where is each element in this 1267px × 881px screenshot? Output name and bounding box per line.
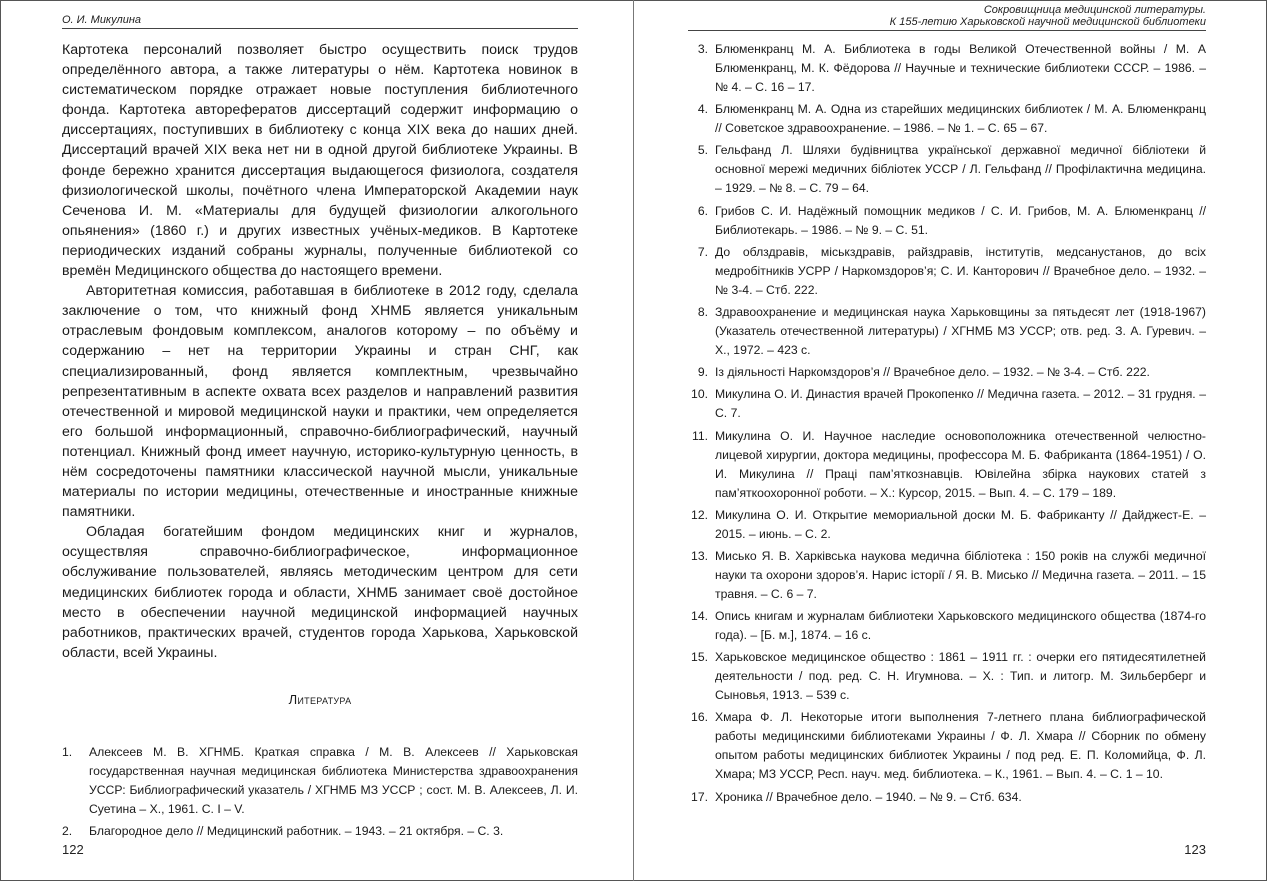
page-number-right: 123 xyxy=(1184,842,1206,857)
reference-text: Хроника // Врачебное дело. – 1940. – № 9. – Стб. 634. xyxy=(715,789,1022,804)
reference-item xyxy=(62,822,578,841)
reference-item xyxy=(62,743,578,819)
reference-number: 4. xyxy=(697,102,708,117)
reference-item xyxy=(688,385,1206,423)
reference-number: 9. xyxy=(697,365,708,380)
paragraph: Обладая богатейшим фондом медицинских книг и журналов, осуществляя справочно-библиографическое, информационное обслуживание пользователей, являясь методическим центром для сети медицинских библиотек города и области, ХНМБ занимает своё достойное место в обеспечении научной медицинской информацией научных работников, практических врачей, студентов города Харькова, Харьковской области, всей Украины. xyxy=(62,524,578,661)
reference-text: Алексеев М. В. ХГНМБ. Краткая справка / М. В. Алексеев // Харьковская государственная научная медицинская библиотека Министерства здравоохранения УССР: Библиографический указатель / ХГНМБ МЗ УССР ; сост. М. В. Алексеев, Л. И. Суетина – Х., 1961. С. I – V. xyxy=(89,745,578,816)
reference-text: Хмара Ф. Л. Некоторые итоги выполнения 7-летнего плана библиографической работы медицинскими библиотеками Украины / Ф. Л. Хмара // Сборник по обмену опытом работы медицинских библиотек Украины / под ред. Е. П. Коломийца, Ф. Л. Хмара; МЗ УССР, Респ. науч. мед. библиотека. – К., 1961. – Вып. 4. – С. 1 – 10. xyxy=(715,710,1206,782)
reference-item xyxy=(688,547,1206,604)
reference-text: Гельфанд Л. Шляхи будівництва української державної медичної бібліотеки й основної мережі медичних бібліотек УССР / Л. Гельфанд // Профілактична медицина. – 1929. – № 8. – С. 79 – 64. xyxy=(715,143,1206,196)
reference-text: Благородное дело // Медицинский работник. – 1943. – 21 октября. – С. 3. xyxy=(89,824,504,839)
reference-item xyxy=(688,708,1206,784)
reference-item xyxy=(688,648,1206,705)
running-head-line: К 155-летию Харьковской научной медицинской библиотеки xyxy=(889,16,1206,28)
reference-number: 2. xyxy=(62,824,73,839)
reference-item xyxy=(688,607,1206,645)
reference-item xyxy=(688,100,1206,138)
reference-text: Опись книгам и журналам библиотеки Харьковского медицинского общества (1874-го года). – [Б. м.], 1874. – 16 с. xyxy=(715,609,1206,643)
paragraph: Картотека персоналий позволяет быстро осуществить поиск трудов определённого автора, а также литературы о нём. Картотека новинок в систематическом порядке отражает новые поступления библиотечного фонда. Картотека авторефератов диссертаций содержит информацию о диссертациях, поступивших в библиотеку с конца XIX века до наших дней. Диссертаций врачей XIX века нет ни в одной другой библиотеке Украины. В фонде бережно хранится диссертация выдающегося физиолога, создателя физиологической школы, почётного члена Императорской Академии наук Сеченова И. М. «Материалы для будущей физиологии алкогольного опьянения» (1860 г.) и других известных учёных-медиков. В Картотеке периодических изданий собраны журналы, полученные библиотекой со времён Медицинского общества до настоящего времени. xyxy=(62,42,578,280)
reference-text: Блюменкранц М. А. Библиотека в годы Великой Отечественной войны / М. А Блюменкранц, М. К. Фёдорова // Научные и технические библиотеки СССР. – 1986. – № 4. – С. 16 – 17. xyxy=(715,42,1206,94)
reference-item xyxy=(688,202,1206,240)
reference-item xyxy=(688,427,1206,503)
right-page xyxy=(688,0,1206,881)
reference-item xyxy=(688,303,1206,360)
reference-text: Мисько Я. В. Харківська наукова медична бібліотека : 150 років на службі медичної науки та охорони здоров’я. Нарис історії / Я. В. Мисько // Медична газета. – 2011. – 15 травня. – С. 6 – 7. xyxy=(715,548,1206,601)
reference-number: 11. xyxy=(691,428,708,443)
reference-number: 16. xyxy=(691,710,708,725)
left-page xyxy=(62,0,578,881)
reference-text: Грибов С. И. Надёжный помощник медиков / С. И. Грибов, М. А. Блюменкранц // Библиотекарь. – 1986. – № 9. – С. 51. xyxy=(715,203,1206,237)
reference-number: 8. xyxy=(697,304,708,319)
reference-item xyxy=(688,506,1206,544)
reference-item xyxy=(688,788,1206,807)
book-spine xyxy=(633,0,634,881)
reference-text: Здравоохранение и медицинская наука Харьковщины за пятьдесят лет (1918-1967) (Указатель отечественной литературы) / ХГНМБ МЗ УССР; отв. ред. З. А. Гуревич. – Х., 1972. – 423 с. xyxy=(715,304,1206,357)
reference-text: Микулина О. И. Научное наследие основоположника отечественной челюстно-лицевой хирургии, доктора медицины, профессора М. Б. Фабриканта (1864-1951) / О. И. Микулина // Праці пам’яткознавців. Ювілейна збірка наукових статей з пам’яткоохоронної роботи. – Х.: Курсор, 2015. – Вып. 4. – С. 179 – 189. xyxy=(715,428,1206,500)
page-number-left: 122 xyxy=(62,842,84,857)
reference-item xyxy=(688,243,1206,300)
reference-number: 12. xyxy=(691,507,708,522)
reference-number: 5. xyxy=(697,143,708,158)
paragraph: Авторитетная комиссия, работавшая в библиотеке в 2012 году, сделала заключение о том, что книжный фонд ХНМБ является уникальным отраслевым фондовым комплексом, аналогов которому – по объёму и содержанию – нет на территории Украины и стран СНГ, как специализированный, фонд является комплектным, чрезвычайно репрезентативным в аспекте охвата всех разделов и направлений развития отечественной и мировой медицинской науки и практики, чем определяется его большой информационный, справочно-библиографический, научный потенциал. Книжный фонд имеет научную, историко-культурную ценность, в нём сосредоточены памятники классической научной мысли, уникальные материалы по истории медицины, отечественные и иностранные книжные памятники. xyxy=(62,283,578,521)
reference-number: 15. xyxy=(691,650,708,665)
reference-item xyxy=(688,40,1206,97)
reference-text: Із діяльності Наркомздоров’я // Врачебное дело. – 1932. – № 3-4. – Стб. 222. xyxy=(715,365,1150,380)
right-running-head xyxy=(688,4,1206,31)
reference-number: 10. xyxy=(691,387,708,402)
reference-number: 3. xyxy=(697,42,708,56)
reference-number: 1. xyxy=(62,745,73,759)
reference-number: 7. xyxy=(697,244,708,259)
reference-number: 17. xyxy=(691,789,708,804)
left-body-text xyxy=(62,40,578,663)
reference-item xyxy=(688,141,1206,198)
reference-text: До облздравів, міськздравів, райздравів, інститутів, медсанустанов, до всіх медробітників УСРР / Наркомздоров’я; С. И. Канторович // Врачебное дело. – 1932. – № 3-4. – Стб. 222. xyxy=(715,244,1206,297)
reference-list xyxy=(688,40,1206,810)
reference-text: Микулина О. И. Династия врачей Прокопенко // Медична газета. – 2012. – 31 грудня. – С. 7. xyxy=(715,387,1206,421)
reference-text: Блюменкранц М. А. Одна из старейших медицинских библиотек / М. А. Блюменкранц // Советское здравоохранение. – 1986. – № 1. – С. 65 – 67. xyxy=(715,102,1206,136)
reference-list xyxy=(62,743,578,844)
running-head-line: Сокровищница медицинской литературы. xyxy=(983,4,1206,16)
literature-heading: Литература xyxy=(288,692,352,707)
reference-text: Харьковское медицинское общество : 1861 – 1911 гг. : очерки его пятидесятилетней деятельности / под. ред. С. Н. Игумнова. – Х. : Тип. и литогр. М. Зильберберг и Сыновья, 1913. – 539 с. xyxy=(715,650,1206,703)
reference-number: 6. xyxy=(697,203,708,218)
reference-text: Микулина О. И. Открытие мемориальной доски М. Б. Фабриканту // Дайджест-Е. – 2015. – июнь. – С. 2. xyxy=(715,507,1206,541)
reference-number: 13. xyxy=(691,548,708,563)
reference-item xyxy=(688,363,1206,382)
reference-number: 14. xyxy=(691,609,708,624)
left-running-head: О. И. Микулина xyxy=(62,14,578,29)
